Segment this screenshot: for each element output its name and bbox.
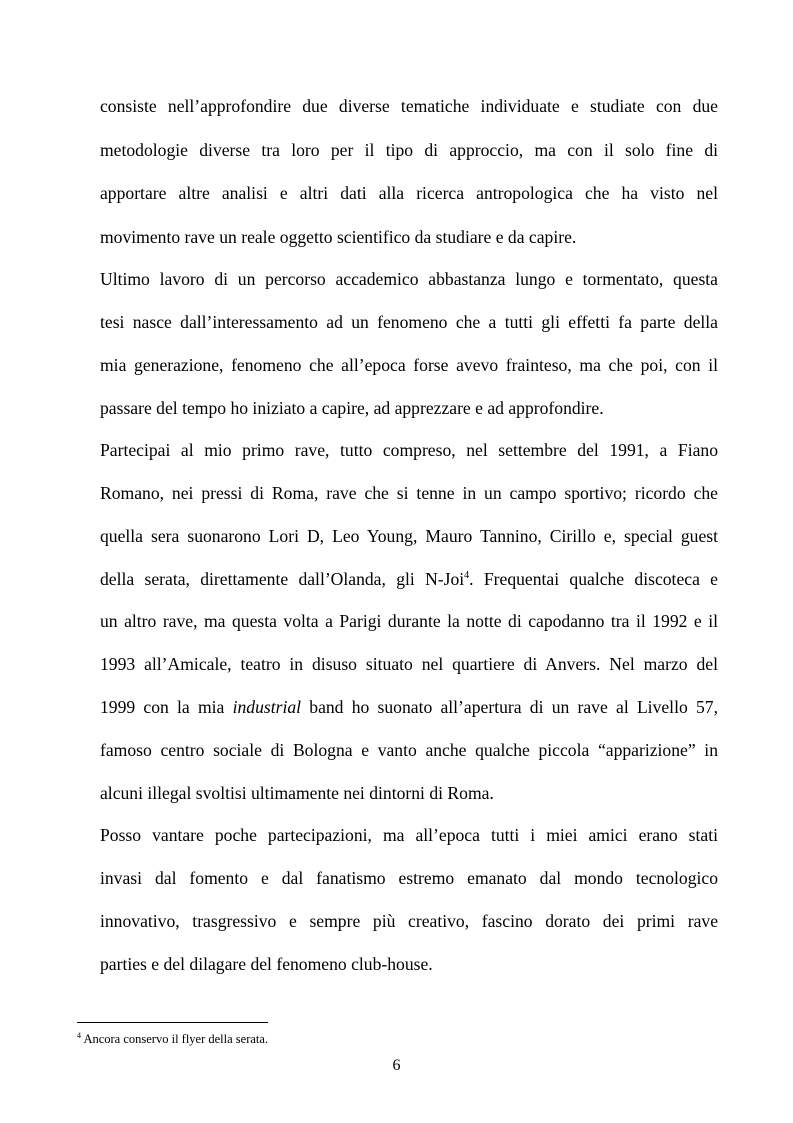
text-line: 1993 all’Amicale, teatro in disuso situato nel quartiere di Anvers. Nel marzo del xyxy=(100,654,718,674)
text-line: apportare altre analisi e altri dati alla ricerca antropologica che ha visto nel xyxy=(100,183,718,203)
text-line: famoso centro sociale di Bologna e vanto anche qualche piccola “apparizione” in xyxy=(100,740,718,760)
text-line: un altro rave, ma questa volta a Parigi durante la notte di capodanno tra il 1992 e il xyxy=(100,611,718,631)
footnote xyxy=(77,1031,268,1047)
text-line: tesi nasce dall’interessamento ad un fenomeno che a tutti gli effetti fa parte della xyxy=(100,312,718,332)
text-line: parties e del dilagare del fenomeno club-house. xyxy=(100,954,433,974)
text-line: Posso vantare poche partecipazioni, ma all’epoca tutti i miei amici erano stati xyxy=(100,825,718,845)
text-line: consiste nell’approfondire due diverse tematiche individuate e studiate con due xyxy=(100,96,718,116)
text-line: quella sera suonarono Lori D, Leo Young, Mauro Tannino, Cirillo e, special guest xyxy=(100,526,718,546)
text-fragment: band ho suonato all’apertura di un rave al Livello 57, xyxy=(309,697,718,717)
text-line: alcuni illegal svoltisi ultimamente nei dintorni di Roma. xyxy=(100,783,494,803)
footnote-divider xyxy=(77,1022,268,1023)
text-line xyxy=(100,568,718,590)
text-line xyxy=(100,696,718,718)
footnote-number: 4 xyxy=(77,1031,81,1040)
footnote-reference: 4 xyxy=(464,570,470,581)
text-fragment: della serata, direttamente dall’Olanda, gli N-Joi xyxy=(100,569,465,589)
page-number: 6 xyxy=(392,1057,401,1074)
text-line: passare del tempo ho iniziato a capire, ad apprezzare e ad approfondire. xyxy=(100,398,604,418)
text-line: metodologie diverse tra loro per il tipo di approccio, ma con il solo fine di xyxy=(100,140,718,160)
footnote-text: Ancora conservo il flyer della serata. xyxy=(83,1032,269,1046)
text-line: invasi dal fomento e dal fanatismo estremo emanato dal mondo tecnologico xyxy=(100,868,718,888)
text-line: innovativo, trasgressivo e sempre più creativo, fascino dorato dei primi rave xyxy=(100,911,718,931)
text-line: movimento rave un reale oggetto scientifico da studiare e da capire. xyxy=(100,227,577,247)
text-line: mia generazione, fenomeno che all’epoca forse avevo frainteso, ma che poi, con il xyxy=(100,355,718,375)
text-fragment: . Frequentai qualche discoteca e xyxy=(469,569,718,589)
text-fragment: 1999 con la mia xyxy=(100,697,225,717)
italic-term: industrial xyxy=(232,697,302,717)
text-line: Partecipai al mio primo rave, tutto compreso, nel settembre del 1991, a Fiano xyxy=(100,440,718,460)
text-line: Ultimo lavoro di un percorso accademico abbastanza lungo e tormentato, questa xyxy=(100,269,718,289)
text-line: Romano, nei pressi di Roma, rave che si tenne in un campo sportivo; ricordo che xyxy=(100,483,718,503)
